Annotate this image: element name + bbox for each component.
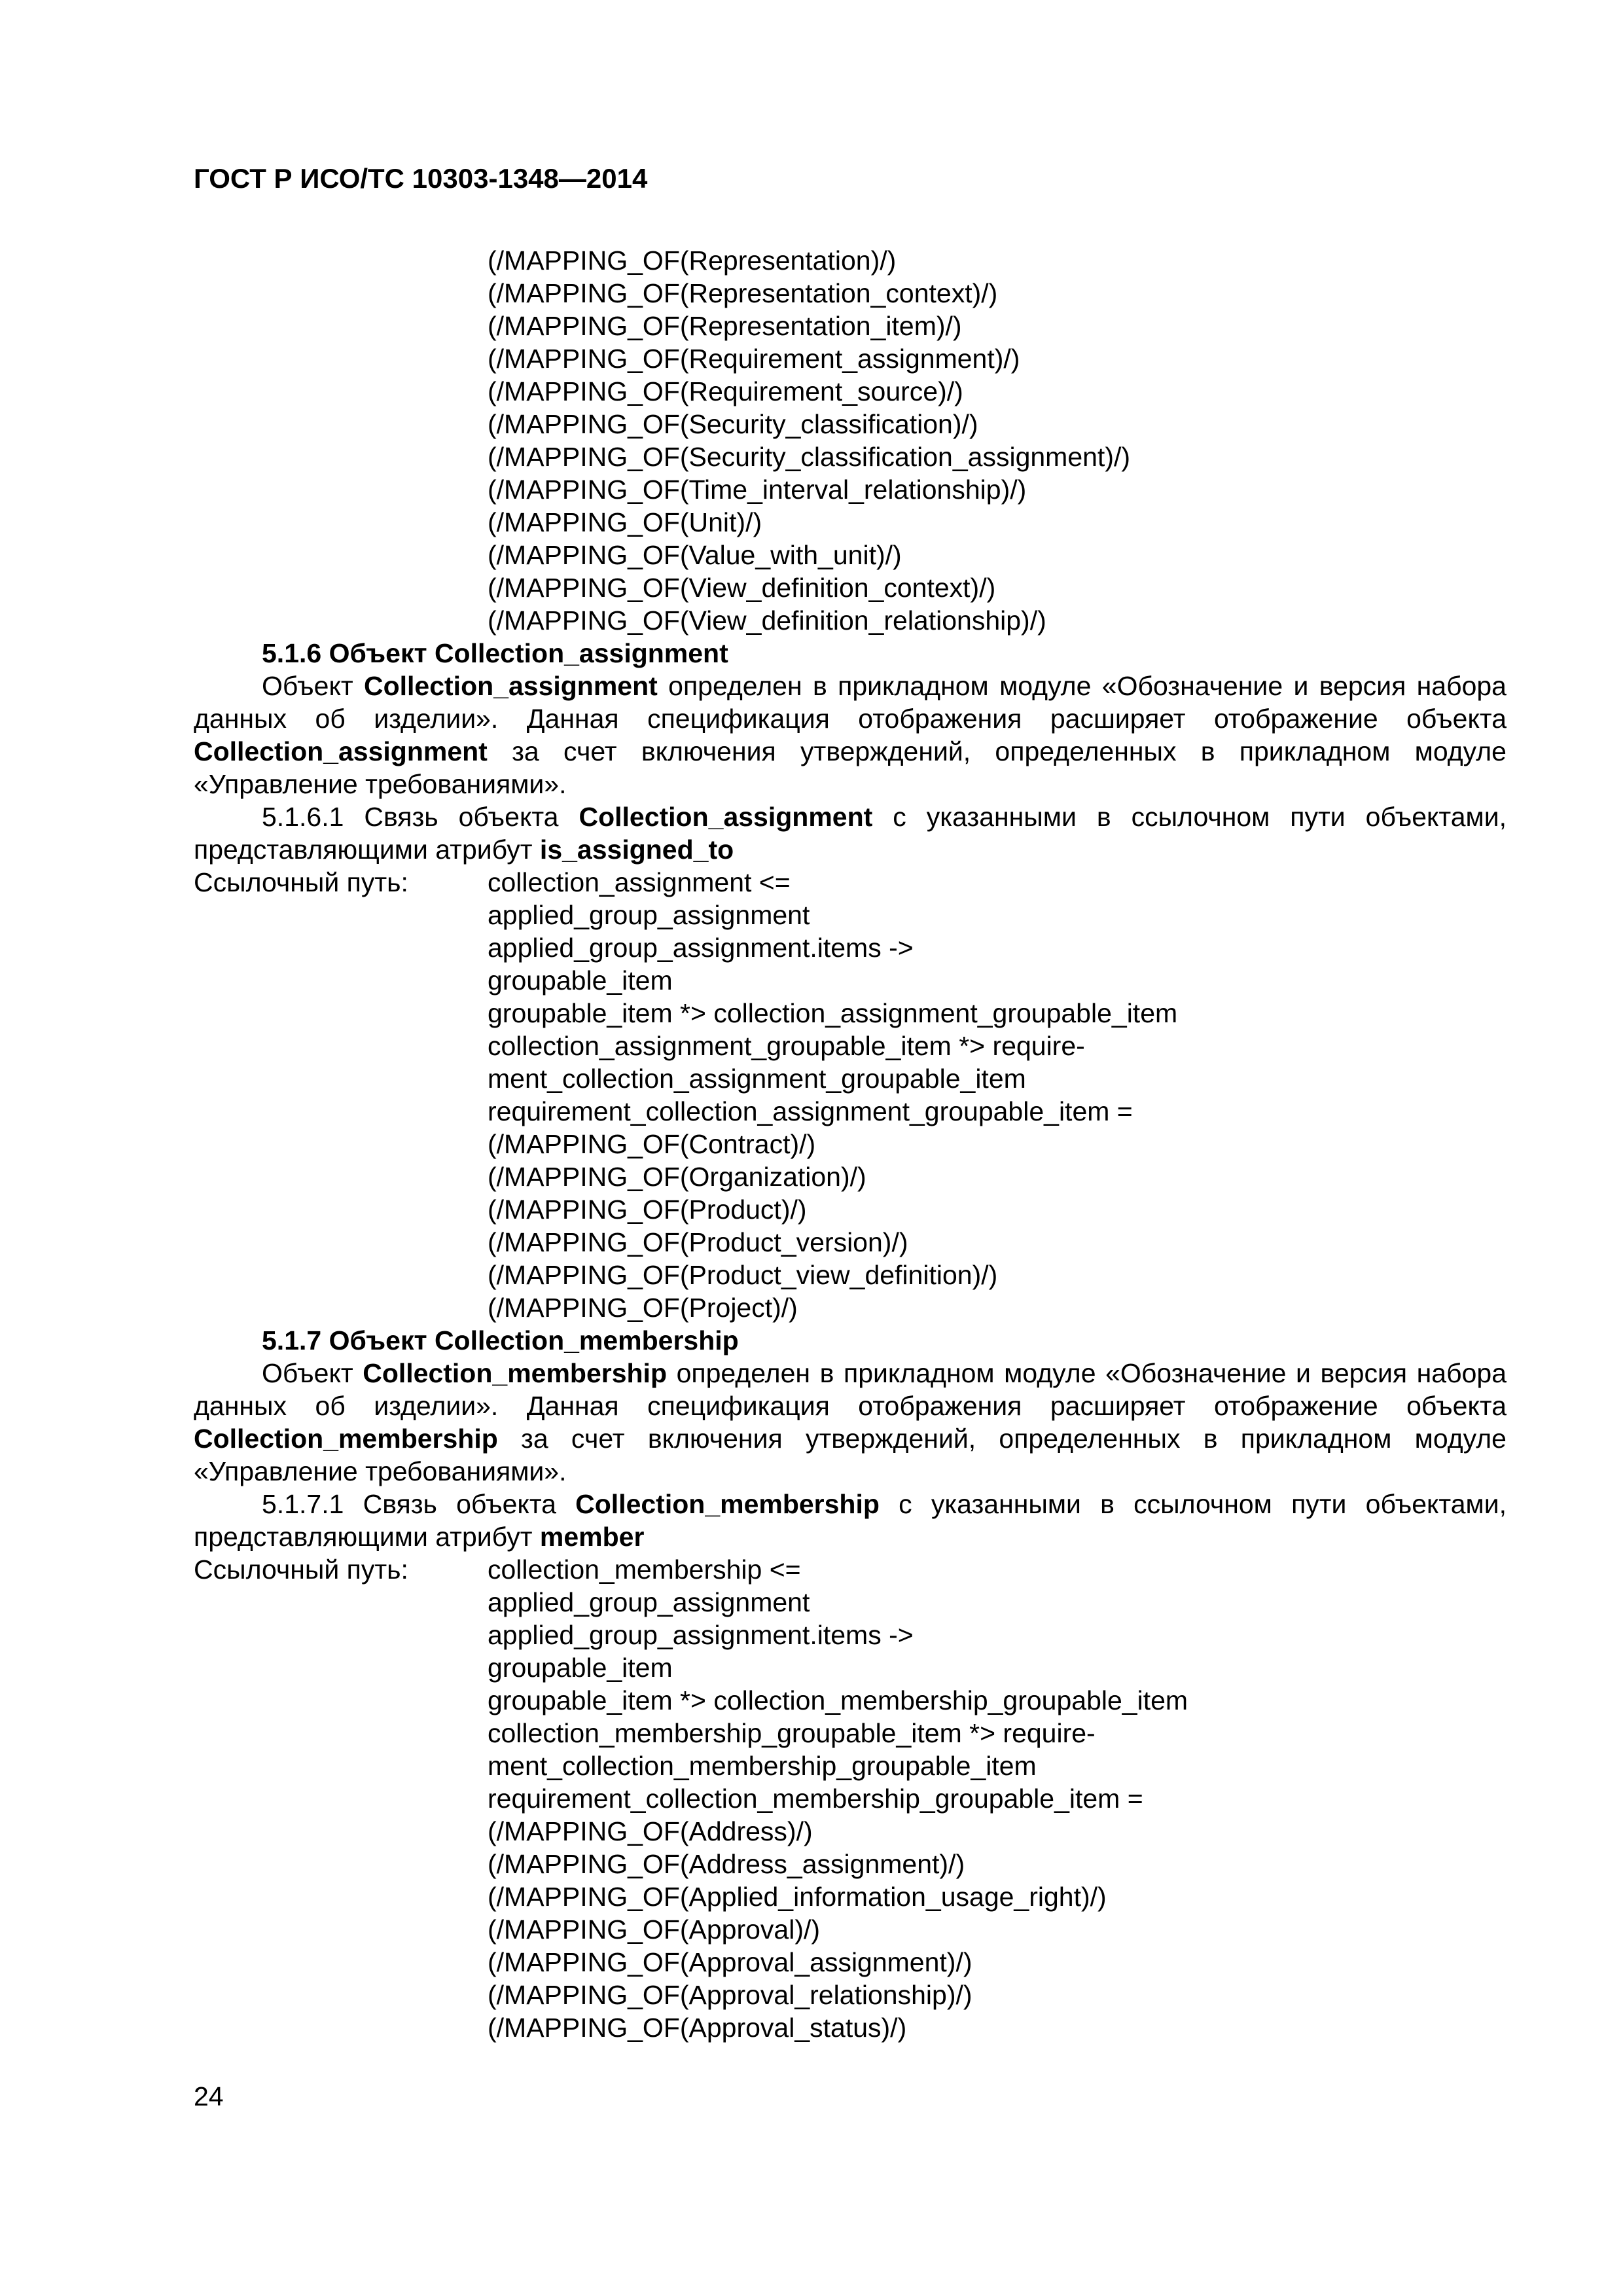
path-line: applied_group_assignment [488,1587,810,1617]
path-line: requirement_collection_membership_groupable_item = [488,1784,1143,1814]
section-paragraph-5-1-7 [194,1357,1507,1488]
mapping-line: (/MAPPING_OF(Security_classification_assignment)/) [488,442,1131,472]
path-line: ment_collection_membership_groupable_item [488,1751,1037,1781]
section-heading-5-1-6: 5.1.6 Объект Collection_assignment [262,638,728,668]
path-line: (/MAPPING_OF(Approval_assignment)/) [488,1947,972,1977]
entity-name: Collection_membership [363,1358,667,1388]
path-line: collection_assignment_groupable_item *> require- [488,1031,1085,1061]
mapping-line: (/MAPPING_OF(View_definition_context)/) [488,573,996,603]
path-line: requirement_collection_assignment_groupable_item = [488,1096,1133,1126]
path-line: groupable_item *> collection_membership_groupable_item [488,1685,1188,1715]
entity-name: Collection_membership [194,1424,498,1454]
subsection-5-1-7-1 [194,1488,1507,1553]
reference-path-label: Ссылочный путь: [194,1554,408,1585]
text-run: с указанными в ссылочном пути объектами, представляющими атрибут [194,802,1507,865]
path-line: groupable_item [488,965,673,996]
path-line: groupable_item *> collection_assignment_groupable_item [488,998,1178,1028]
section-heading-5-1-7: 5.1.7 Объект Collection_membership [262,1325,739,1355]
document-body [194,244,1507,2044]
document-header: ГОСТ Р ИСО/ТС 10303-1348—2014 [194,163,648,194]
reference-path-first-line: collection_membership <= [488,1554,801,1585]
path-line: applied_group_assignment.items -> [488,1620,914,1650]
path-line: (/MAPPING_OF(Address_assignment)/) [488,1849,965,1879]
reference-path-first-line: collection_assignment <= [488,867,791,897]
attribute-name: member [539,1522,645,1552]
mapping-line: (/MAPPING_OF(Representation_context)/) [488,278,998,308]
text-run: с указанными в ссылочном пути объектами, представляющими атрибут [194,1489,1507,1552]
path-line: (/MAPPING_OF(Project)/) [488,1293,798,1323]
reference-path-row [194,866,1507,899]
mapping-line: (/MAPPING_OF(Requirement_source)/) [488,376,963,406]
text-run: за счет включения утверждений, определенных в прикладном модуле «Управление требованиями». [194,736,1507,799]
reference-path-lines [194,1586,1507,2044]
mapping-line: (/MAPPING_OF(Unit)/) [488,507,762,537]
text-run: Объект [262,1358,363,1388]
path-line: collection_membership_groupable_item *> require- [488,1718,1096,1748]
path-line: (/MAPPING_OF(Product_view_definition)/) [488,1260,998,1290]
mapping-line: (/MAPPING_OF(View_definition_relationship)/) [488,605,1046,636]
path-line: (/MAPPING_OF(Product_version)/) [488,1227,908,1257]
path-line: applied_group_assignment [488,900,810,930]
text-run: за счет включения утверждений, определенных в прикладном модуле «Управление требованиями». [194,1424,1507,1486]
entity-name: Collection_assignment [579,802,873,832]
path-line: (/MAPPING_OF(Approval)/) [488,1914,821,1945]
entity-name: Collection_membership [575,1489,880,1519]
reference-path-row [194,1553,1507,1586]
path-line: applied_group_assignment.items -> [488,933,914,963]
text-run: определен в прикладном модуле «Обозначение и версия набора данных об изделии». Данная спецификация отображения расширяет отображение объекта [194,1358,1507,1421]
attribute-name: is_assigned_to [539,834,734,865]
path-line: (/MAPPING_OF(Organization)/) [488,1162,866,1192]
mapping-line: (/MAPPING_OF(Security_classification)/) [488,409,978,439]
subsection-5-1-6-1 [194,800,1507,866]
mapping-line: (/MAPPING_OF(Representation_item)/) [488,311,962,341]
top-mapping-list [194,244,1507,637]
path-line: (/MAPPING_OF(Contract)/) [488,1129,816,1159]
text-run: определен в прикладном модуле «Обозначение и версия набора данных об изделии». Данная спецификация отображения расширяет отображение объекта [194,671,1507,734]
path-line: ment_collection_assignment_groupable_item [488,1064,1026,1094]
mapping-line: (/MAPPING_OF(Time_interval_relationship)/) [488,475,1027,505]
mapping-line: (/MAPPING_OF(Representation)/) [488,245,897,276]
path-line: (/MAPPING_OF(Product)/) [488,1194,807,1225]
path-line: (/MAPPING_OF(Approval_relationship)/) [488,1980,972,2010]
path-line: groupable_item [488,1653,673,1683]
mapping-line: (/MAPPING_OF(Value_with_unit)/) [488,540,902,570]
page-number: 24 [194,2081,224,2111]
mapping-line: (/MAPPING_OF(Requirement_assignment)/) [488,344,1020,374]
section-paragraph-5-1-6 [194,670,1507,800]
reference-path-lines [194,899,1507,1324]
text-run: Объект [262,671,364,701]
entity-name: Collection_assignment [363,671,658,701]
entity-name: Collection_assignment [194,736,488,766]
path-line: (/MAPPING_OF(Address)/) [488,1816,813,1846]
text-run: 5.1.7.1 Связь объекта [262,1489,576,1519]
path-line: (/MAPPING_OF(Approval_status)/) [488,2013,907,2043]
text-run: 5.1.6.1 Связь объекта [262,802,579,832]
path-line: (/MAPPING_OF(Applied_information_usage_right)/) [488,1882,1107,1912]
reference-path-label: Ссылочный путь: [194,867,408,897]
